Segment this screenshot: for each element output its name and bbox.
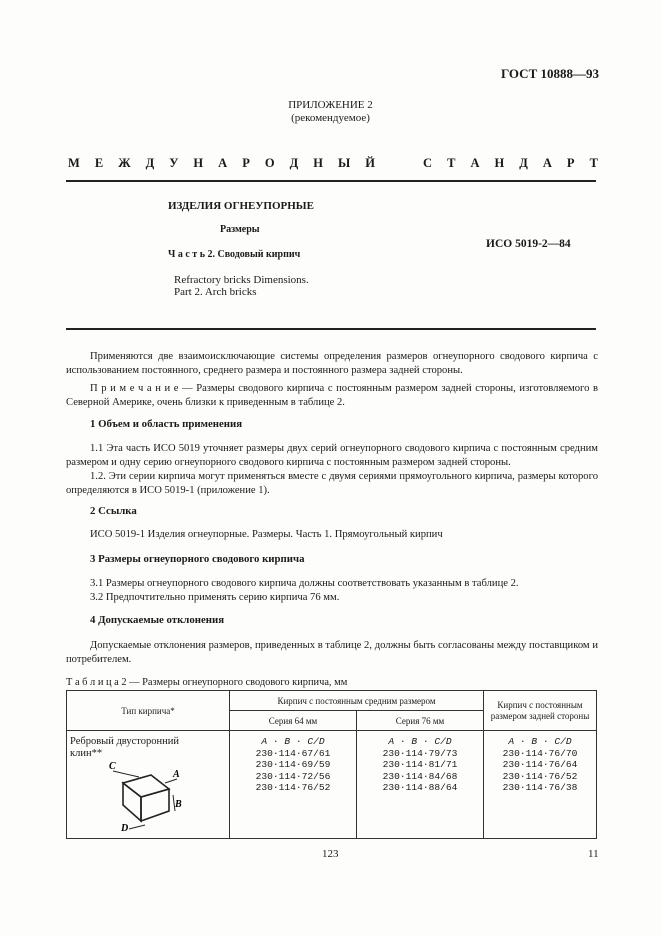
section-3-paragraph-1: 3.1 Размеры огнеупорного сводового кирпича должны соответствовать указанным в таблице 2. [90, 578, 519, 589]
series76-row: 230·114·84/68 [382, 770, 458, 782]
section-4-heading: 4 Допускаемые отклонения [90, 614, 225, 626]
header-constant-back: Кирпич с постоянным размером задней стороны [484, 691, 597, 731]
section-1-heading: 1 Объем и область применения [90, 418, 243, 430]
main-title: ИЗДЕЛИЯ ОГНЕУПОРНЫЕ [168, 200, 314, 212]
banner-letter: Е [94, 156, 104, 170]
part-prefix: Ч а с т ь [168, 249, 205, 260]
note-label: П р и м е ч а н и е [90, 383, 179, 394]
bottom-rule [66, 328, 596, 330]
banner-letter: Д [519, 156, 528, 170]
dim-line-d [129, 825, 145, 829]
table-caption-prefix: Т а б л и ц а [66, 677, 119, 688]
banner-letter: Н [494, 156, 505, 170]
banner-letter: С [423, 156, 433, 170]
dimensions-table [66, 690, 597, 839]
note-text: — Размеры сводового кирпича с постоянным размером задней стороны, изготовляемого в Северной Америке, очень близки к приведенным в таблице 2. [66, 383, 598, 408]
intro-paragraph: Применяются две взаимоисключающие системы определения размеров огнеупорного сводового кирпича с использованием постоянного, среднего размера и постоянного размера задней стороны. [66, 351, 598, 376]
brick-front-face [123, 783, 141, 821]
series64-row: 230·114·72/56 [255, 770, 331, 782]
standard-number: ГОСТ 10888—93 [500, 66, 599, 81]
cell-constant-back [484, 731, 597, 839]
banner-letter [390, 156, 408, 171]
formula-76: A · B · C/D [388, 736, 452, 747]
banner-letter: А [542, 156, 552, 170]
section-2-heading: 2 Ссылка [90, 505, 137, 517]
section-3-paragraph-2: 3.2 Предпочтительно применять серию кирпича 76 мм. [90, 592, 340, 603]
formula-back: A · B · C/D [508, 736, 572, 747]
label-a: A [173, 769, 180, 780]
banner-letter: Н [313, 156, 323, 170]
header-series-76: Серия 76 мм [357, 711, 484, 731]
cell-series-64 [230, 731, 357, 839]
iso-number: ИСО 5019-2—84 [486, 238, 571, 250]
top-rule [66, 180, 596, 182]
note-paragraph [66, 382, 598, 410]
arch-brick-diagram [103, 755, 193, 833]
back-row: 230·114·76/64 [502, 759, 578, 770]
international-standard-banner [68, 156, 598, 171]
banner-letter: У [169, 156, 179, 170]
series76-row: 230·114·81/71 [382, 759, 458, 770]
header-series-64: Серия 64 мм [230, 711, 357, 731]
series64-row: 230·114·67/61 [255, 747, 331, 759]
banner-letter: М [68, 156, 80, 170]
table-caption [66, 677, 347, 688]
section-1-paragraph-2: 1.2. Эти серии кирпича могут применяться вместе с двумя сериями прямоугольного кирпича, размеры которого определяются в ИСО 5019-1 (приложение 1). [66, 471, 598, 496]
banner-letter: Н [193, 156, 204, 170]
cell-series-76 [357, 731, 484, 839]
series76-row: 230·114·79/73 [382, 747, 458, 759]
title-subtitle: Размеры [220, 224, 260, 235]
section-4-paragraph: Допускаемые отклонения размеров, приведенных в таблице 2, должны быть согласованы между поставщиком и потребителем. [66, 640, 598, 665]
back-row: 230·114·76/38 [502, 782, 578, 793]
label-d: D [121, 823, 129, 833]
banner-letter: Т [447, 156, 456, 170]
series64-row: 230·114·69/59 [255, 759, 331, 770]
banner-letter: Т [589, 156, 598, 170]
banner-letter: О [264, 156, 275, 170]
part-title [168, 249, 300, 260]
back-row: 230·114·76/70 [502, 747, 578, 759]
english-title-line2: Part 2. Arch bricks [174, 286, 257, 298]
brick-type-line1: Ребровый двусторонний [70, 736, 179, 747]
section-2-paragraph: ИСО 5019-1 Изделия огнеупорные. Размеры. Часть 1. Прямоугольный кирпич [90, 529, 443, 540]
brick-top-face [123, 775, 169, 797]
banner-letter: Р [566, 156, 575, 170]
page-number-center: 123 [322, 848, 339, 860]
banner-letter: Й [365, 156, 376, 170]
dim-line-c [113, 771, 139, 777]
section-1-paragraph-1: 1.1 Эта часть ИСО 5019 уточняет размеры двух серий огнеупорного сводового кирпича с постоянным средним размером и одну серию огнеупорного сводового кирпича с постоянным размером задней стороны. [66, 443, 598, 468]
series64-row: 230·114·76/52 [255, 782, 331, 793]
label-b: B [175, 799, 182, 810]
header-brick-type: Тип кирпича* [67, 691, 230, 731]
appendix-title: ПРИЛОЖЕНИЕ 2 [288, 99, 373, 111]
brick-type-line2: клин** [70, 747, 103, 759]
table-caption-text: 2 — Размеры огнеупорного сводового кирпича, мм [121, 677, 348, 688]
appendix-subtitle: (рекомендуемое) [291, 112, 370, 124]
banner-letter: А [470, 156, 480, 170]
banner-letter: Р [242, 156, 250, 170]
section-3-heading: 3 Размеры огнеупорного сводового кирпича [90, 553, 305, 565]
banner-letter: Д [145, 156, 155, 170]
cell-brick-type [67, 731, 230, 839]
label-c: C [109, 761, 116, 772]
header-constant-mean: Кирпич с постоянным средним размером [230, 691, 484, 711]
banner-letter: А [218, 156, 228, 170]
english-title-line1: Refractory bricks Dimensions. [174, 274, 309, 286]
banner-letter: Ж [118, 156, 131, 170]
back-row: 230·114·76/52 [502, 770, 578, 782]
banner-letter: Ы [337, 156, 351, 170]
page-number-right: 11 [588, 848, 599, 860]
formula-64: A · B · C/D [261, 736, 325, 747]
banner-letter: Д [289, 156, 299, 170]
brick-side-face [141, 789, 169, 821]
series76-row: 230·114·88/64 [382, 782, 458, 793]
part-name: 2. Сводовый кирпич [207, 249, 301, 260]
